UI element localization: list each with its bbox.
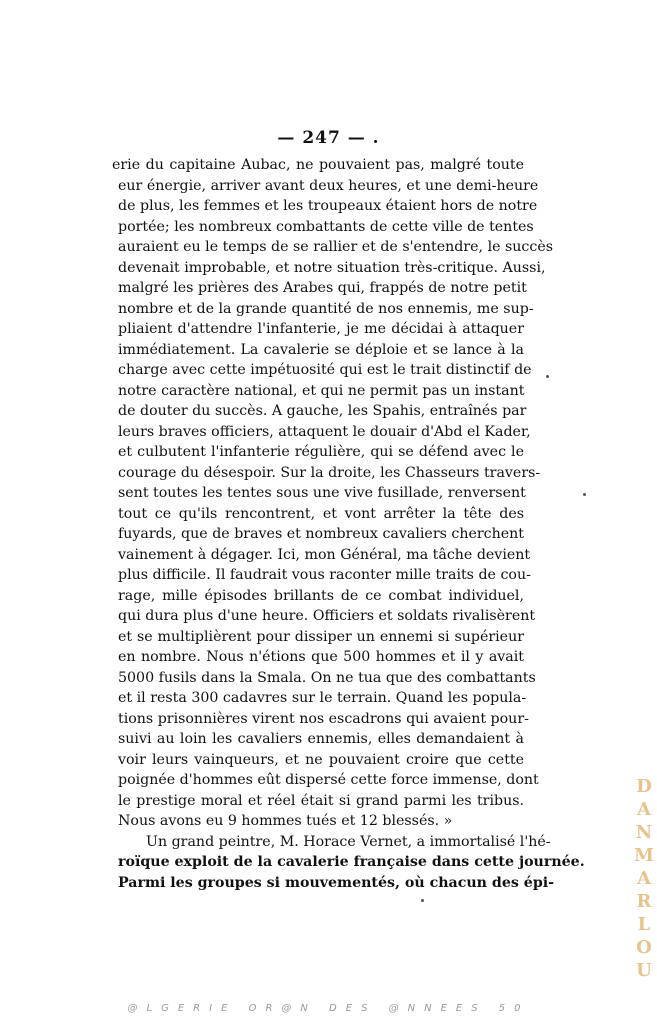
watermark xyxy=(634,775,654,982)
page-number: — 247 — . xyxy=(277,128,380,148)
ink-speck xyxy=(583,493,586,496)
text-line: poignée d'hommes eût dispersé cette force immense, dont xyxy=(118,772,539,788)
watermark-letter: D xyxy=(636,776,652,797)
watermark-letter: A xyxy=(637,799,651,820)
text-line: devenait improbable, et notre situation très-critique. Aussi, xyxy=(118,259,546,276)
text-line: notre caractère national, et qui ne permit pas un instant xyxy=(118,382,525,399)
text-line: fuyards, que de braves et nombreux cavaliers cherchent xyxy=(118,526,524,542)
body-text xyxy=(112,155,585,893)
text-line: nombre et de la grande quantité de nos ennemis, me sup- xyxy=(118,300,534,317)
ink-speck xyxy=(421,899,424,902)
ink-speck xyxy=(546,375,549,378)
text-line: de plus, les femmes et les troupeaux étaient hors de notre xyxy=(118,198,538,214)
text-line: rage, mille épisodes brillants de ce combat individuel, xyxy=(118,587,524,604)
text-line: erie du capitaine Aubac, ne pouvaient pas, malgré toute xyxy=(112,157,524,173)
text-line: Nous avons eu 9 hommes tués et 12 blessés. » xyxy=(118,813,453,829)
text-line: le prestige moral et réel était si grand parmi les tribus. xyxy=(118,792,524,809)
text-line: leurs braves officiers, attaquent le douair d'Abd el Kader, xyxy=(118,423,531,440)
text-line: portée; les nombreux combattants de cette ville de tentes xyxy=(118,218,534,235)
text-line: et il resta 300 cadavres sur le terrain. Quand les popula- xyxy=(118,690,527,706)
text-line: vainement à dégager. Ici, mon Général, ma tâche devient xyxy=(118,546,531,563)
text-line: voir leurs vainqueurs, et ne pouvaient croire que cette xyxy=(118,751,524,768)
text-line: plus difficile. Il faudrait vous raconter mille traits de cou- xyxy=(118,567,531,583)
text-line: Parmi les groupes si mouvementés, où chacun des épi- xyxy=(118,874,555,891)
text-line: courage du désespoir. Sur la droite, les Chasseurs travers- xyxy=(118,464,541,481)
watermark-letter: M xyxy=(634,845,654,866)
text-line: sent toutes les tentes sous une vive fusillade, renversent xyxy=(118,485,526,501)
text-line: de douter du succès. A gauche, les Spahis, entraînés par xyxy=(118,403,527,419)
text-line: qui dura plus d'une heure. Officiers et soldats rivalisèrent xyxy=(118,608,536,624)
footer-caption: @LGERIE OR@N DES @NNEES 50 xyxy=(127,1003,530,1014)
watermark-letter: A xyxy=(637,868,651,889)
watermark-letter: L xyxy=(637,914,651,935)
text-line: auraient eu le temps de se rallier et de s'entendre, le succès xyxy=(118,239,553,255)
text-line: tions prisonnières virent nos escadrons qui avaient pour- xyxy=(118,710,529,727)
text-line: malgré les prières des Arabes qui, frappés de notre petit xyxy=(118,280,527,296)
text-line: Un grand peintre, M. Horace Vernet, a immortalisé l'hé- xyxy=(146,833,551,850)
watermark-letter: N xyxy=(635,822,653,843)
text-line: immédiatement. La cavalerie se déploie et se lance à la xyxy=(118,341,524,358)
text-line: en nombre. Nous n'étions que 500 hommes et il y avait xyxy=(118,649,524,665)
text-line: et culbutent l'infanterie régulière, qui se défend avec le xyxy=(118,444,524,460)
text-line: pliaient d'attendre l'infanterie, je me décidai à attaquer xyxy=(118,321,524,337)
text-line: eur énergie, arriver avant deux heures, et une demi-heure xyxy=(118,177,539,194)
text-line: et se multiplièrent pour dissiper un ennemi si supérieur xyxy=(118,628,524,645)
text-line: roïque exploit de la cavalerie française dans cette journée. xyxy=(118,854,585,870)
watermark-letter: R xyxy=(636,891,652,912)
text-line: charge avec cette impétuosité qui est le trait distinctif de xyxy=(118,362,532,378)
text-line: 5000 fusils dans la Smala. On ne tua que des combattants xyxy=(118,669,536,686)
watermark-letter: O xyxy=(636,937,652,958)
watermark-letter: U xyxy=(636,960,652,981)
text-line: suivi au loin les cavaliers ennemis, elles demandaient à xyxy=(118,731,524,747)
text-line: tout ce qu'ils rencontrent, et vont arrêter la tête des xyxy=(118,505,524,522)
